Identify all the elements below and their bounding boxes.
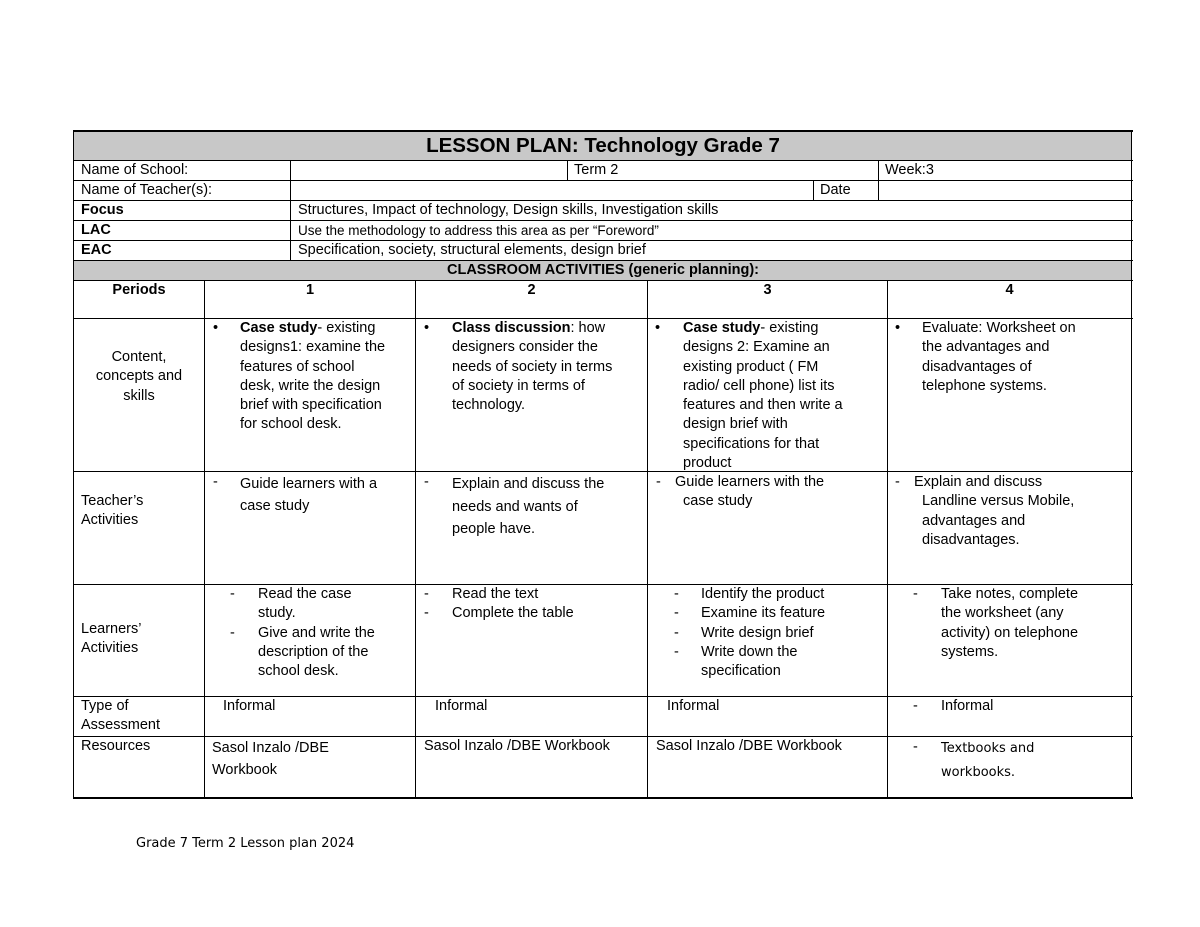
assessment-period-2: Informal — [435, 698, 488, 714]
period-3-heading: 3 — [763, 282, 772, 298]
dash: - — [913, 586, 918, 602]
resources-period-1: Sasol Inzalo /DBE Workbook — [212, 740, 329, 778]
dash: - — [213, 474, 218, 490]
bullet: • — [655, 320, 661, 336]
assessment-row-label: Type of Assessment — [81, 698, 160, 734]
dash: - — [913, 698, 918, 714]
assessment-period-3: Informal — [667, 698, 720, 714]
teacher-row-label: Teacher’s Activities — [81, 493, 144, 529]
content-period-1: Case study- existing designs1: examine the features of school desk, write the design brief with specification for school desk. — [240, 320, 386, 433]
periods-label: Periods — [112, 282, 166, 298]
period-4-heading: 4 — [1005, 282, 1014, 298]
teacher-period-3: Guide learners with the case study — [675, 474, 825, 510]
school-label: Name of School: — [81, 162, 189, 178]
term-value: Term 2 — [574, 162, 619, 178]
resources-period-2: Sasol Inzalo /DBE Workbook — [424, 738, 610, 754]
learners-period-1: Read the case study. Give and write the description of the school desk. — [258, 586, 375, 680]
dash: - — [674, 625, 679, 641]
content-row-label: Content, concepts and skills — [95, 349, 183, 404]
bullet: • — [895, 320, 901, 336]
assessment-period-4: Informal — [941, 698, 994, 714]
date-label: Date — [820, 182, 851, 198]
content-period-4: Evaluate: Worksheet on the advantages and disadvantages of telephone systems. — [922, 320, 1076, 394]
period-1-heading: 1 — [305, 282, 315, 298]
learners-period-3: Identify the product Examine its feature Write design brief Write down the specification — [701, 586, 826, 680]
dash: - — [424, 586, 429, 602]
resources-period-4: Textbooks and workbooks. — [941, 741, 1035, 780]
dash: - — [656, 474, 661, 490]
lac-value: Use the methodology to address this area as per “Foreword” — [298, 223, 659, 238]
week-value: Week:3 — [885, 162, 934, 178]
eac-label: EAC — [81, 242, 112, 258]
learners-period-2: Read the text Complete the table — [452, 586, 574, 622]
grid-line — [813, 180, 814, 200]
teacher-period-1: Guide learners with a case study — [240, 476, 378, 514]
dash: - — [424, 605, 429, 621]
grid-line — [73, 130, 1133, 132]
learners-row-label: Learners’ Activities — [81, 621, 142, 657]
grid-line — [204, 280, 205, 799]
dash: - — [230, 586, 235, 602]
focus-label: Focus — [81, 202, 124, 218]
grid-line — [290, 160, 291, 260]
grid-line — [878, 180, 879, 200]
page-title: LESSON PLAN: Technology Grade 7 — [426, 134, 780, 157]
resources-row-label: Resources — [81, 738, 151, 754]
lac-label: LAC — [81, 222, 111, 238]
eac-value: Specification, society, structural elements, design brief — [298, 242, 646, 258]
classroom-activities-heading: CLASSROOM ACTIVITIES (generic planning): — [446, 262, 760, 278]
learners-period-4: Take notes, complete the worksheet (any activity) on telephone systems. — [941, 586, 1079, 660]
dash: - — [674, 644, 679, 660]
grid-line — [878, 160, 879, 180]
dash: - — [424, 474, 429, 490]
grid-line — [415, 280, 416, 799]
grid-line — [567, 160, 568, 180]
content-period-3: Case study- existing designs 2: Examine an existing product ( FM radio/ cell phone) list its features and then write a design brief with specifications for that product — [683, 320, 843, 472]
dash: - — [895, 474, 900, 490]
teacher-label: Name of Teacher(s): — [81, 182, 213, 198]
grid-line — [887, 280, 888, 799]
grid-line — [73, 471, 1133, 472]
grid-line — [73, 130, 74, 799]
dash: - — [230, 625, 235, 641]
period-2-heading: 2 — [527, 282, 536, 298]
assessment-period-1: Informal — [223, 698, 276, 714]
bullet: • — [424, 320, 430, 336]
grid-line — [1131, 130, 1132, 799]
dash: - — [674, 586, 679, 602]
content-period-2: Class discussion: how designers consider the needs of society in terms of society in terms of technology. — [452, 320, 613, 414]
resources-period-3: Sasol Inzalo /DBE Workbook — [656, 738, 842, 754]
grid-line — [73, 797, 1133, 799]
dash: - — [674, 605, 679, 621]
focus-value: Structures, Impact of technology, Design skills, Investigation skills — [298, 202, 719, 218]
dash: - — [913, 739, 918, 755]
teacher-period-4: Explain and discuss Landline versus Mobile, advantages and disadvantages. — [914, 474, 1075, 548]
teacher-period-2: Explain and discuss the needs and wants of people have. — [452, 476, 605, 537]
page-footer: Grade 7 Term 2 Lesson plan 2024 — [136, 836, 355, 851]
grid-line — [647, 280, 648, 799]
bullet: • — [213, 320, 219, 336]
